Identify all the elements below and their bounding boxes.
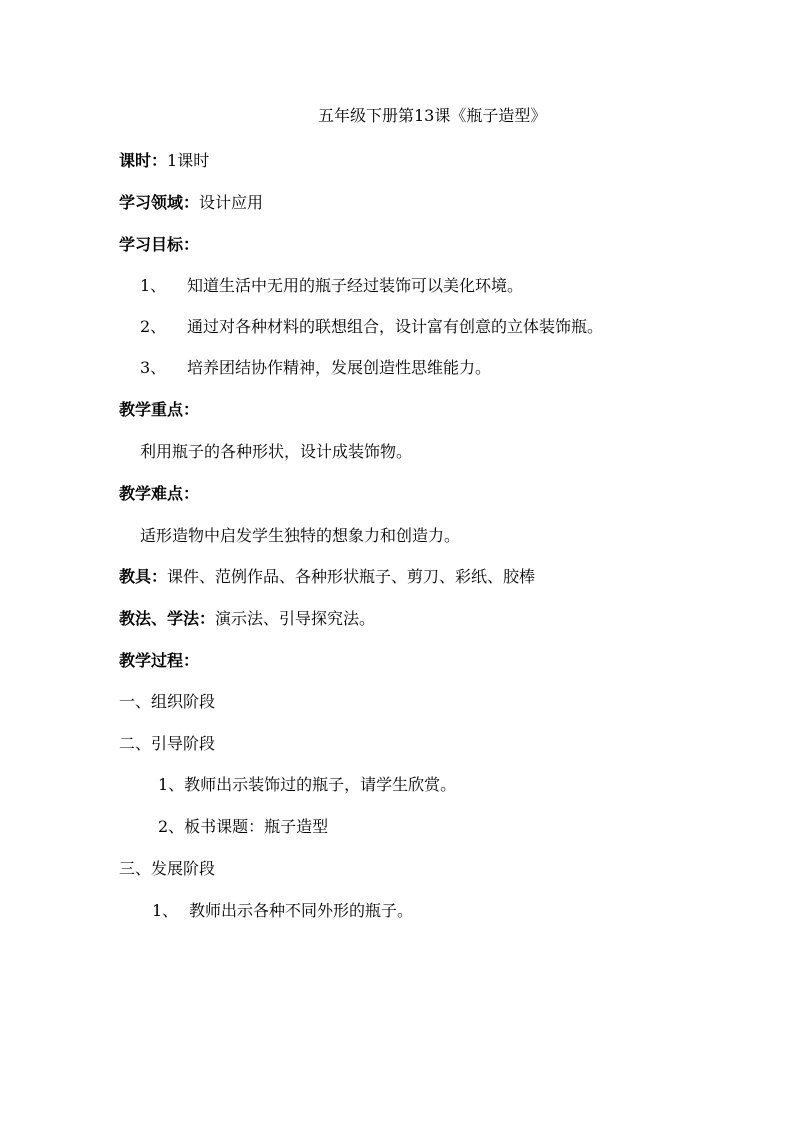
key-point-text: 利用瓶子的各种形状，设计成装饰物。 bbox=[140, 442, 413, 461]
objective-text: 通过对各种材料的联想组合，设计富有创意的立体装饰瓶。 bbox=[187, 317, 604, 336]
class-hours-value: 1课时 bbox=[167, 151, 210, 170]
objective-item-1 bbox=[140, 276, 523, 296]
objective-text: 知道生活中无用的瓶子经过装饰可以美化环境。 bbox=[187, 276, 524, 295]
process-label: 教学过程： bbox=[119, 651, 200, 670]
field-value: 设计应用 bbox=[199, 193, 264, 212]
stage-3-heading: 三、发展阶段 bbox=[119, 859, 216, 878]
difficulty-text: 适形造物中启发学生独特的想象力和创造力。 bbox=[140, 526, 461, 545]
methods-row bbox=[119, 609, 375, 629]
stage-2-heading: 二、引导阶段 bbox=[119, 734, 216, 753]
objective-item-2 bbox=[140, 317, 603, 337]
stage-2-item-2: 2、板书课题：瓶子造型 bbox=[158, 817, 329, 836]
methods-value: 演示法、引导探究法。 bbox=[215, 609, 376, 628]
difficulty-label: 教学难点： bbox=[119, 484, 200, 503]
document-title: 五年级下册第13课《瓶子造型》 bbox=[318, 106, 547, 125]
stage-3-item-1 bbox=[152, 901, 413, 921]
objective-text: 培养团结协作精神，发展创造性思维能力。 bbox=[187, 358, 492, 377]
objectives-label: 学习目标： bbox=[119, 235, 200, 254]
class-hours-label: 课时： bbox=[119, 151, 168, 170]
stage-1-heading: 一、组织阶段 bbox=[119, 692, 216, 711]
objective-number: 1、 bbox=[140, 276, 167, 295]
tools-row bbox=[119, 567, 535, 587]
tools-value: 课件、范例作品、各种形状瓶子、剪刀、彩纸、胶棒 bbox=[167, 567, 536, 586]
objective-item-3 bbox=[140, 358, 491, 378]
stage-3-item-text: 教师出示各种不同外形的瓶子。 bbox=[189, 901, 414, 920]
objective-number: 3、 bbox=[140, 358, 167, 377]
tools-label: 教具： bbox=[119, 567, 168, 586]
field-label: 学习领域： bbox=[119, 193, 200, 212]
objective-number: 2、 bbox=[140, 317, 167, 336]
key-point-label: 教学重点： bbox=[119, 400, 200, 419]
methods-label: 教法、学法： bbox=[119, 609, 216, 628]
stage-3-item-number: 1、 bbox=[152, 901, 179, 920]
stage-2-item-1: 1、教师出示装饰过的瓶子，请学生欣赏。 bbox=[158, 775, 457, 794]
field-row bbox=[119, 193, 263, 213]
class-hours-row bbox=[119, 151, 209, 171]
